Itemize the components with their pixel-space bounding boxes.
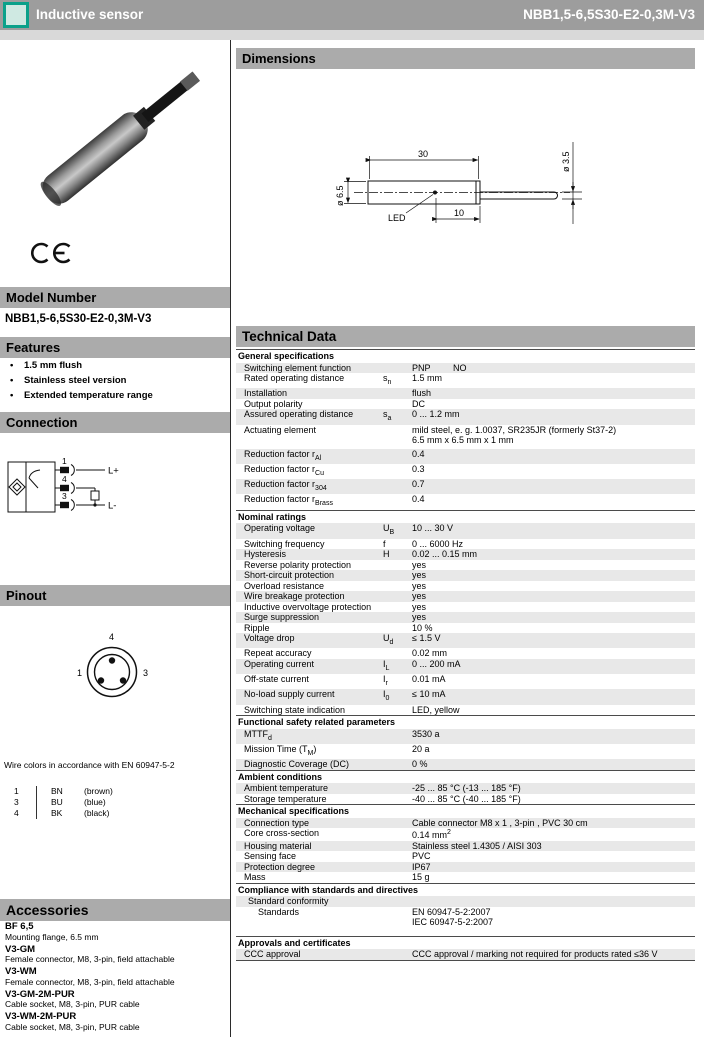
top-header-bar bbox=[0, 0, 704, 30]
spec-value: 0.14 $mm^2$ bbox=[412, 829, 451, 841]
spec-symbol bbox=[383, 570, 412, 581]
dim-length-label: 30 bbox=[418, 149, 429, 159]
spec-row bbox=[236, 425, 695, 446]
pin1-dot bbox=[98, 677, 104, 683]
accessory-item bbox=[5, 945, 227, 965]
spec-symbol bbox=[383, 449, 412, 464]
spec-value: -40 ... 85 °C (-40 ... 185 °F) bbox=[412, 793, 521, 804]
spec-symbol bbox=[383, 479, 412, 494]
spec-label: Reverse polarity protection bbox=[244, 559, 352, 570]
spec-row bbox=[236, 591, 695, 602]
accessory-description: Cable socket, M8, 3-pin, PUR cable bbox=[5, 999, 140, 1009]
brand-logo-icon bbox=[3, 2, 29, 28]
spec-row bbox=[236, 759, 695, 770]
accessory-name: V3-GM bbox=[5, 943, 36, 955]
spec-value: IP67 bbox=[412, 861, 431, 872]
spec-label: Short-circuit protection bbox=[244, 570, 335, 581]
spec-symbol bbox=[383, 388, 412, 399]
spec-label: Core cross-section bbox=[244, 828, 320, 839]
spec-symbol: $s_a$ bbox=[383, 409, 392, 423]
pinout-top-label: 4 bbox=[109, 632, 115, 642]
spec-label: Rated operating distance bbox=[244, 373, 345, 383]
spec-symbol bbox=[383, 862, 412, 873]
accessory-description: Cable socket, M8, 3-pin, PUR cable bbox=[5, 1021, 140, 1032]
spec-section-header: Compliance with standards and directives bbox=[236, 883, 695, 897]
spec-row bbox=[236, 539, 695, 550]
wire-color-name: (black) bbox=[84, 808, 110, 818]
spec-label: No-load supply current bbox=[244, 689, 335, 700]
connection-lminus-label: L- bbox=[108, 500, 117, 512]
model-number-section-header: Model Number bbox=[0, 287, 230, 308]
spec-symbol bbox=[383, 729, 412, 744]
spec-symbol bbox=[383, 949, 412, 960]
spec-value: 0 ... 200 mA bbox=[412, 658, 461, 669]
feature-item bbox=[4, 391, 226, 402]
wire-colors-table bbox=[8, 786, 208, 819]
spec-row bbox=[236, 363, 695, 374]
accessory-name: V3-WM-2M-PUR bbox=[5, 1011, 77, 1022]
spec-symbol: H bbox=[383, 549, 390, 560]
wire-row bbox=[8, 786, 208, 797]
led-dot bbox=[433, 191, 437, 195]
connection-lplus-label: L+ bbox=[108, 465, 119, 477]
spec-value: 1.5 mm bbox=[412, 373, 443, 383]
spec-label: Mass bbox=[244, 872, 266, 883]
spec-label: Connection type bbox=[244, 817, 310, 828]
spec-label: Overload resistance bbox=[244, 580, 325, 591]
accessory-name: BF 6,5 bbox=[5, 921, 34, 932]
spec-symbol bbox=[383, 623, 412, 634]
spec-symbol bbox=[383, 591, 412, 602]
pin3-dot bbox=[120, 677, 126, 683]
spec-row bbox=[236, 523, 695, 538]
accessory-name: V3-WM bbox=[5, 966, 37, 977]
header-substrip bbox=[0, 30, 704, 40]
spec-value: ≤ 1.5 V bbox=[412, 633, 441, 644]
spec-row bbox=[236, 549, 695, 560]
spec-value: 0 ... 6000 Hz bbox=[412, 538, 464, 549]
accessory-item bbox=[5, 1012, 227, 1032]
spec-value: 0 % bbox=[412, 759, 428, 770]
spec-row bbox=[236, 494, 695, 509]
spec-row bbox=[236, 623, 695, 634]
spec-value: EN 60947-5-2:2007 IEC 60947-5-2:2007 bbox=[412, 906, 494, 928]
spec-symbol bbox=[383, 841, 412, 852]
accessory-item bbox=[5, 967, 227, 987]
spec-label: Actuating element bbox=[244, 424, 317, 435]
pinout-left-label: 1 bbox=[77, 668, 83, 678]
spec-value: CCC approval / marking not required for products rated ≤36 V bbox=[412, 949, 658, 960]
spec-row bbox=[236, 409, 695, 424]
wire-pin: 4 bbox=[14, 808, 19, 818]
spec-row bbox=[236, 828, 695, 841]
spec-row bbox=[236, 479, 695, 494]
spec-value: 0.02 mm bbox=[412, 648, 448, 659]
features-list bbox=[4, 361, 226, 406]
connection-pin4-label: 4 bbox=[62, 474, 67, 484]
spec-row bbox=[236, 841, 695, 852]
technical-data-section-header: Technical Data bbox=[236, 326, 695, 347]
spec-row bbox=[236, 674, 695, 689]
spec-value: 15 g bbox=[412, 872, 430, 883]
spec-row bbox=[236, 449, 695, 464]
spec-row bbox=[236, 399, 695, 410]
spec-label: Switching state indication bbox=[244, 704, 346, 715]
spec-label: Surge suppression bbox=[244, 612, 320, 623]
product-photo bbox=[2, 42, 228, 247]
inductive-sensor-symbol bbox=[9, 479, 25, 495]
spec-value: 0.4 bbox=[412, 494, 425, 505]
spec-label: Standards bbox=[258, 906, 300, 917]
spec-label: Storage temperature bbox=[244, 793, 327, 804]
ce-mark-icon bbox=[28, 240, 76, 266]
spec-symbol bbox=[383, 759, 412, 770]
spec-symbol: $s_n$ bbox=[383, 373, 392, 386]
spec-symbol bbox=[383, 744, 412, 759]
spec-label: $MTTF_d$ bbox=[244, 728, 272, 742]
spec-value: 0 ... 1.2 mm bbox=[412, 409, 460, 420]
spec-row bbox=[236, 744, 695, 759]
dimensions-section-header: Dimensions bbox=[236, 48, 695, 69]
spec-label: Hysteresis bbox=[244, 549, 287, 560]
spec-symbol: $I_0$ bbox=[383, 689, 390, 703]
spec-symbol bbox=[383, 907, 412, 928]
spec-value: Stainless steel 1.4305 / AISI 303 bbox=[412, 840, 542, 851]
accessory-item bbox=[5, 990, 227, 1010]
dimensions-drawing bbox=[236, 120, 696, 255]
spec-value bbox=[412, 896, 695, 907]
product-model-header: NBB1,5-6,5S30-E2-0,3M-V3 bbox=[523, 7, 695, 22]
spec-value: yes bbox=[412, 580, 427, 591]
spec-symbol bbox=[383, 581, 412, 592]
accessory-item bbox=[5, 922, 227, 942]
pinout-right-label: 3 bbox=[143, 668, 149, 678]
spec-label: Voltage drop bbox=[244, 633, 295, 644]
spec-symbol bbox=[383, 794, 412, 805]
accessory-name: V3-GM-2M-PUR bbox=[5, 988, 75, 1000]
spec-row bbox=[236, 464, 695, 479]
spec-label: Reduction factor $r_{Brass}$ bbox=[244, 494, 333, 508]
spec-label: Protection degree bbox=[244, 861, 316, 872]
spec-symbol: f bbox=[383, 538, 386, 549]
wire-pin: 1 bbox=[14, 786, 19, 796]
spec-row bbox=[236, 729, 695, 744]
spec-symbol bbox=[383, 425, 412, 446]
spec-section-header: Ambient conditions bbox=[236, 770, 695, 784]
spec-value: yes bbox=[412, 570, 427, 581]
spec-row bbox=[236, 862, 695, 873]
connection-pin3-label: 3 bbox=[62, 491, 67, 501]
spec-row bbox=[236, 648, 695, 659]
spec-symbol bbox=[383, 612, 412, 623]
spec-label: CCC approval bbox=[244, 949, 301, 960]
connection-diagram bbox=[0, 438, 230, 553]
spec-value: mild steel, e. g. 1.0037, SR235JR (formerly St37-2) 6.5 mm x 6.5 mm x 1 mm bbox=[412, 424, 617, 446]
bullet-icon: • bbox=[10, 390, 14, 401]
spec-value: 20 a bbox=[412, 744, 430, 755]
wire-colors-note: Wire colors in accordance with EN 60947-5-2 bbox=[4, 760, 175, 770]
section-gap bbox=[236, 928, 695, 936]
feature-text: 1.5 mm flush bbox=[24, 360, 83, 371]
spec-label: Standard conformity bbox=[248, 896, 329, 907]
wire-color-name: (brown) bbox=[84, 786, 113, 796]
spec-value: 0.01 mA bbox=[412, 674, 446, 685]
spec-label: Reduction factor $r_{Cu}$ bbox=[244, 463, 324, 477]
spec-symbol bbox=[383, 363, 412, 374]
spec-value: yes bbox=[412, 601, 427, 612]
spec-symbol: $I_L$ bbox=[383, 658, 390, 672]
spec-row bbox=[236, 949, 695, 960]
spec-symbol bbox=[383, 648, 412, 659]
spec-symbol bbox=[383, 828, 412, 841]
spec-label: Ambient temperature bbox=[244, 783, 329, 794]
spec-symbol bbox=[383, 851, 412, 862]
pinout-diagram bbox=[0, 612, 230, 732]
spec-symbol: $I_r$ bbox=[383, 674, 388, 687]
spec-row bbox=[236, 689, 695, 704]
spec-symbol: $U_B$ bbox=[383, 523, 395, 537]
spec-label: Housing material bbox=[244, 840, 312, 851]
connection-pin1-label: 1 bbox=[62, 456, 67, 466]
spec-row bbox=[236, 818, 695, 829]
accessory-description: Female connector, M8, 3-pin, field attachable bbox=[5, 976, 175, 987]
spec-value: yes bbox=[412, 612, 427, 623]
dim-cable-diameter-label: ø 3.5 bbox=[561, 151, 571, 172]
spec-symbol bbox=[383, 399, 412, 410]
spec-label: Sensing face bbox=[244, 851, 297, 862]
spec-value: ≤ 10 mA bbox=[412, 689, 446, 700]
spec-row bbox=[236, 612, 695, 623]
wire-code: BU bbox=[36, 797, 84, 808]
accessories-section-header: Accessories bbox=[0, 899, 230, 921]
spec-label: Diagnostic Coverage (DC) bbox=[244, 759, 350, 770]
spec-section-header: Mechanical specifications bbox=[236, 804, 695, 818]
spec-value: PNP NO bbox=[412, 362, 467, 373]
features-section-header: Features bbox=[0, 337, 230, 358]
spec-label: Operating voltage bbox=[244, 523, 316, 534]
spec-section-header: Approvals and certificates bbox=[236, 936, 695, 950]
spec-row bbox=[236, 373, 695, 388]
feature-item bbox=[4, 361, 226, 372]
spec-value: Cable connector M8 x 1 , 3-pin , PVC 30 cm bbox=[412, 817, 588, 828]
wire-row bbox=[8, 797, 208, 808]
spec-label: Switching frequency bbox=[244, 538, 325, 549]
wire-code: BK bbox=[36, 808, 84, 819]
spec-symbol bbox=[383, 896, 412, 907]
spec-row bbox=[236, 896, 695, 907]
spec-row bbox=[236, 794, 695, 805]
dim-body-diameter-label: ø 6.5 bbox=[335, 185, 345, 206]
spec-row bbox=[236, 872, 695, 883]
spec-label: Assured operating distance bbox=[244, 409, 354, 420]
technical-data-table bbox=[236, 349, 695, 961]
wire-color-name: (blue) bbox=[84, 797, 106, 807]
spec-label: Output polarity bbox=[244, 398, 303, 409]
pinout-section-header: Pinout bbox=[0, 585, 230, 606]
spec-symbol bbox=[383, 602, 412, 613]
spec-value: yes bbox=[412, 591, 427, 602]
spec-value: -25 ... 85 °C (-13 ... 185 °F) bbox=[412, 783, 521, 794]
spec-label: Reduction factor $r_{304}$ bbox=[244, 479, 327, 492]
spec-label: Mission Time $(T_M)$ bbox=[244, 744, 317, 757]
spec-label: Ripple bbox=[244, 622, 270, 633]
spec-row bbox=[236, 560, 695, 571]
spec-row bbox=[236, 581, 695, 592]
model-number-value: NBB1,5-6,5S30-E2-0,3M-V3 bbox=[5, 313, 152, 325]
dim-led-label: LED bbox=[388, 213, 406, 223]
spec-row bbox=[236, 633, 695, 648]
spec-value: LED, yellow bbox=[412, 704, 460, 715]
spec-row bbox=[236, 659, 695, 674]
spec-row bbox=[236, 783, 695, 794]
connection-section-header: Connection bbox=[0, 412, 230, 433]
spec-value: 0.3 bbox=[412, 463, 425, 474]
spec-row bbox=[236, 705, 695, 716]
wire-row bbox=[8, 808, 208, 819]
spec-label: Inductive overvoltage protection bbox=[244, 601, 372, 612]
bullet-icon: • bbox=[10, 375, 14, 386]
spec-label: Installation bbox=[244, 388, 288, 399]
spec-value: flush bbox=[412, 388, 432, 399]
product-category: Inductive sensor bbox=[36, 7, 144, 22]
spec-row bbox=[236, 570, 695, 581]
spec-section-header: Nominal ratings bbox=[236, 510, 695, 524]
spec-section-header: General specifications bbox=[236, 349, 695, 363]
spec-label: Switching element function bbox=[244, 362, 352, 373]
spec-value: 0.02 ... 0.15 mm bbox=[412, 549, 478, 560]
wire-code: BN bbox=[36, 786, 84, 797]
spec-section-header: Functional safety related parameters bbox=[236, 715, 695, 729]
spec-row bbox=[236, 851, 695, 862]
accessories-list bbox=[5, 922, 227, 1035]
spec-value: 10 ... 30 V bbox=[412, 523, 454, 534]
spec-symbol: $U_d$ bbox=[383, 633, 394, 646]
column-divider bbox=[230, 40, 231, 1037]
spec-row bbox=[236, 907, 695, 928]
spec-symbol bbox=[383, 464, 412, 479]
wire-pin: 3 bbox=[14, 797, 19, 807]
dim-led-offset-label: 10 bbox=[454, 208, 465, 218]
spec-value: 10 % bbox=[412, 622, 433, 633]
spec-symbol bbox=[383, 705, 412, 716]
spec-label: Repeat accuracy bbox=[244, 648, 312, 659]
feature-text: Extended temperature range bbox=[24, 390, 153, 401]
spec-value: 0.7 bbox=[412, 479, 425, 490]
spec-value: 3530 a bbox=[412, 728, 440, 739]
spec-label: Wire breakage protection bbox=[244, 591, 345, 602]
pin4-dot bbox=[109, 657, 115, 663]
feature-item bbox=[4, 376, 226, 387]
accessory-description: Female connector, M8, 3-pin, field attachable bbox=[5, 954, 175, 964]
spec-label: Off-state current bbox=[244, 674, 309, 685]
spec-label: Reduction factor $r_{Al}$ bbox=[244, 448, 322, 462]
spec-symbol bbox=[383, 818, 412, 829]
feature-text: Stainless steel version bbox=[24, 375, 127, 386]
accessory-description: Mounting flange, 6.5 mm bbox=[5, 931, 99, 942]
spec-label: Operating current bbox=[244, 658, 315, 669]
spec-value: yes bbox=[412, 559, 427, 570]
spec-row bbox=[236, 602, 695, 613]
spec-value: PVC bbox=[412, 851, 431, 862]
spec-symbol bbox=[383, 494, 412, 509]
spec-symbol bbox=[383, 872, 412, 883]
spec-symbol bbox=[383, 783, 412, 794]
spec-row bbox=[236, 388, 695, 399]
spec-symbol bbox=[383, 560, 412, 571]
spec-value: DC bbox=[412, 398, 425, 409]
spec-value: 0.4 bbox=[412, 448, 425, 459]
bullet-icon: • bbox=[10, 360, 14, 371]
